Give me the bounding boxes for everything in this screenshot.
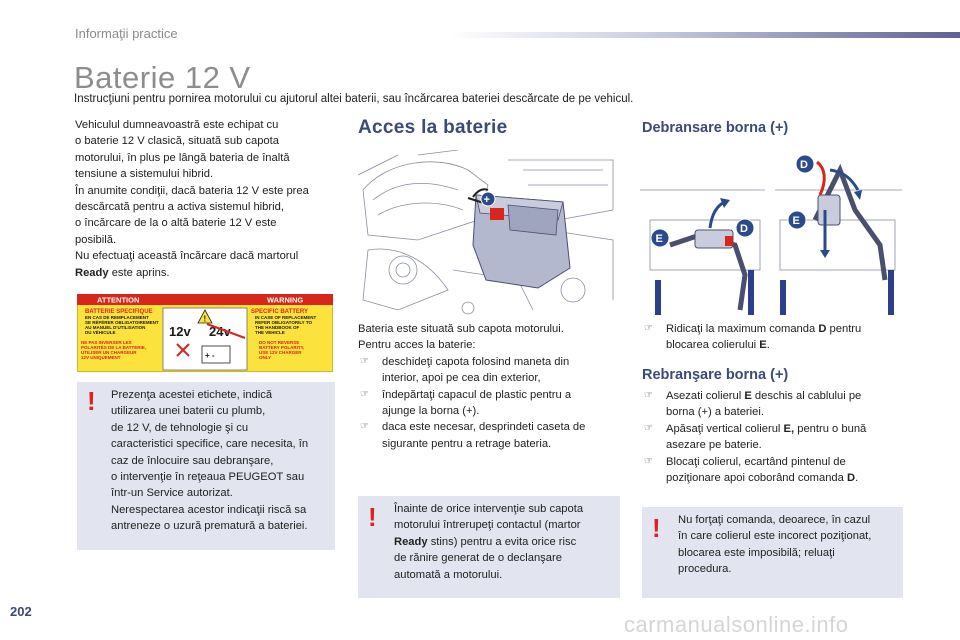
bullet-line — [666, 470, 904, 486]
intro-line: motorului, în plus pe lângă bateria de înaltă — [75, 151, 290, 164]
warning-line: caracteristici specifice, care necesita, în — [111, 438, 309, 451]
bullet-line: ☞ Blocaţi colierul, ecartând pintenul de — [666, 455, 846, 468]
bullet-line: ☞ daca este necesar, desprindeti caseta de — [382, 421, 586, 434]
label-battery-symbol: + - — [205, 351, 215, 360]
intro-line: Vehiculul dumneavoastră este echipat cu — [75, 119, 279, 131]
bullet-text: blocarea colierului — [666, 339, 760, 352]
bullet-item — [642, 454, 904, 487]
label-left-text: AU MANUEL D'UTILISATION — [85, 325, 146, 330]
label-24v: 24v — [209, 324, 231, 339]
intro-line: o baterie 12 V clasică, situată sub capota — [75, 135, 279, 148]
rebransare-heading: Rebranşare borna (+) — [642, 367, 789, 383]
debransare-bullets — [642, 321, 904, 354]
rebransare-bullets — [642, 388, 904, 486]
debransare-heading: Debransare borna (+) — [642, 120, 789, 136]
bullet-text: Ridicaţi la maximum comanda — [666, 323, 819, 335]
section-label: Informaţii practice — [75, 26, 178, 41]
bullet-line: ajunge la borna (+). — [382, 405, 480, 418]
acces-text — [358, 321, 623, 452]
warning-box-middle — [358, 496, 620, 598]
acces-bullets — [358, 354, 623, 452]
warning-line: Prezenţa acestei etichete, indică — [111, 389, 273, 401]
intro-line: o încărcare de la o altă baterie 12 V este — [75, 217, 277, 230]
acces-line2: Pentru acces la baterie: — [358, 339, 476, 352]
label-left-text: DU VÉHICULE — [85, 330, 116, 335]
intro-line: Nu efectuaţi această încărcare dacă martorul — [75, 250, 299, 263]
bullet-line — [666, 421, 904, 437]
label-right-text: REFER OBLIGATORILY TO — [255, 320, 313, 325]
label-attention: ATTENTION — [97, 295, 140, 305]
bullet-text: poziţionare apoi coborând comanda — [666, 472, 847, 485]
bullet-line — [666, 337, 904, 353]
warning-line: Înainte de orice intervenţie sub capota — [394, 503, 584, 515]
bullet-text: pentru o bună — [794, 422, 867, 435]
acces-line1: Bateria este situată sub capota motorului. — [358, 323, 564, 335]
label-d-right: D — [800, 159, 808, 171]
warning-line: o intervenţie în reţeaua PEUGEOT sau — [111, 471, 305, 484]
warning-line: procedura. — [678, 563, 732, 576]
bullet-item — [642, 321, 904, 354]
warning-line: utilizarea unei baterii cu plumb, — [111, 405, 266, 418]
bullet-line: asezare pe baterie. — [666, 439, 762, 452]
label-right-text: THE HANDBOOK OF — [255, 325, 300, 330]
intro-last-rest: este aprins. — [108, 266, 170, 279]
bullet-item — [358, 354, 623, 387]
warning-line-rest: stins) pentru a evita orice risc — [427, 535, 577, 548]
bullet-line: borna (+) a bateriei. — [666, 406, 764, 419]
debransare-text — [642, 321, 904, 354]
terminal-illustration — [640, 150, 902, 315]
warning-line: automată a motorului. — [394, 568, 503, 581]
label-left-text: EN CAS DE REMPLACEMENT — [85, 315, 149, 320]
bullet-item — [358, 419, 623, 452]
label-right-bottom: USE 12V CHARGER — [259, 350, 302, 355]
bullet-text: Apăsaţi vertical colierul — [666, 422, 784, 435]
warning-line: blocarea este imposibilă; reluaţi — [678, 546, 835, 559]
header-gradient-bar — [450, 32, 960, 38]
bullet-line: ☞ deschideţi capota folosind maneta din — [382, 355, 570, 368]
bullet-line — [666, 321, 904, 337]
label-warning: WARNING — [267, 295, 304, 305]
warning-exclamation-icon: ! — [652, 513, 661, 543]
intro-line: descărcată pentru a activa sistemul hibrid, — [75, 201, 284, 214]
ready-bold: Ready — [394, 535, 428, 548]
intro-paragraph — [75, 117, 340, 281]
label-right-bottom: DO NOT REVERSE — [259, 340, 300, 345]
bullet-item — [358, 387, 623, 420]
bullet-bold: D — [818, 323, 827, 335]
warning-middle-text — [394, 501, 618, 583]
intro-line: posibilă. — [75, 233, 117, 246]
warning-line: într-un Service autorizat. — [111, 487, 233, 500]
bullet-item — [642, 421, 904, 454]
warning-box-right — [642, 507, 903, 598]
label-12v: 12v — [169, 324, 191, 339]
label-d-left: D — [740, 223, 748, 235]
label-e-left: E — [655, 233, 663, 245]
warning-line: de rănire generat de o declanşare — [394, 552, 562, 565]
warning-line: caz de înlocuire sau debranşare, — [111, 454, 274, 467]
rebransare-text — [642, 388, 904, 486]
warning-left-text — [111, 387, 333, 535]
intro-line: În anumite condiţii, dacă bateria 12 V este prea — [75, 184, 309, 197]
warning-box-left — [77, 382, 335, 550]
plus-marker: + — [483, 194, 490, 206]
intro-line: tensiune a sistemului hibrid. — [75, 168, 214, 181]
watermark: carmanualsonline.info — [624, 612, 849, 637]
bullet-bold: D — [847, 472, 856, 485]
label-right-text: IN CASE OF REPLACEMENT — [255, 315, 317, 320]
warning-line: Nu forţaţi comanda, deoarece, în cazul — [678, 514, 871, 526]
bullet-text: . — [766, 339, 770, 352]
battery-warning-label — [77, 294, 333, 372]
ready-bold: Ready — [75, 266, 109, 279]
bullet-bold: E — [744, 390, 752, 402]
label-left-text: SE RÉFÉRER OBLIGATOIREMENT — [85, 320, 159, 325]
warning-line: motorului întrerupeţi contactul (martor — [394, 519, 581, 532]
bullet-line: interior, apoi pe cea din exterior, — [382, 372, 541, 385]
label-left-bottom: NE PAS INVERSER LES — [81, 340, 132, 345]
label-left-bottom: POLARITÉS DE LA BATTERIE, — [81, 345, 147, 350]
intro-line-last — [75, 265, 340, 281]
label-right-title: SPECIFIC BATTERY — [251, 309, 309, 315]
engine-bay-illustration — [358, 150, 620, 315]
bullet-bold: E — [759, 339, 767, 352]
bullet-line: ☞ îndepărtaţi capacul de plastic pentru a — [382, 388, 572, 401]
label-exclamation: ! — [203, 314, 207, 324]
label-left-bottom: 12V UNIQUEMENT — [81, 355, 121, 360]
acces-heading: Acces la baterie — [358, 117, 508, 138]
bullet-line — [666, 388, 904, 404]
page-number: 202 — [10, 604, 32, 619]
bullet-line: sigurante pentru a retrage bateria. — [382, 437, 552, 450]
label-e-right: E — [792, 215, 800, 227]
bullet-bold: E, — [783, 422, 795, 435]
warning-line: Nerespectarea acestor indicaţii riscă sa — [111, 503, 307, 516]
warning-right-text — [678, 512, 902, 578]
label-left-title: BATTERIE SPECIFIQUE — [85, 309, 153, 315]
warning-line: antreneze o uzură prematură a bateriei. — [111, 520, 308, 533]
warning-exclamation-icon: ! — [87, 386, 96, 416]
bullet-text: pentru — [826, 323, 862, 335]
label-left-bottom: UTILISER UN CHARGEUR — [81, 350, 137, 355]
warning-exclamation-icon: ! — [368, 502, 377, 532]
label-right-bottom: ONLY — [259, 355, 272, 360]
label-right-bottom: BATTERY POLARITY, — [259, 345, 305, 350]
page-subtitle: Instrucţiuni pentru pornirea motorului cu ajutorul altei baterii, sau încărcarea bateriei descărcate de pe vehicul. — [74, 93, 634, 105]
bullet-text: deschis al cablului pe — [751, 390, 862, 402]
warning-line — [394, 534, 618, 550]
label-right-text: THE VEHICLE — [255, 330, 285, 335]
warning-line: în care colierul este incorect poziţionat, — [678, 530, 872, 543]
bullet-item — [642, 388, 904, 421]
warning-line: de 12 V, de tehnologie şi cu — [111, 421, 249, 434]
bullet-text: . — [855, 472, 859, 485]
page-title: Baterie 12 V — [74, 60, 251, 95]
bullet-text: Asezati colierul — [666, 390, 745, 402]
